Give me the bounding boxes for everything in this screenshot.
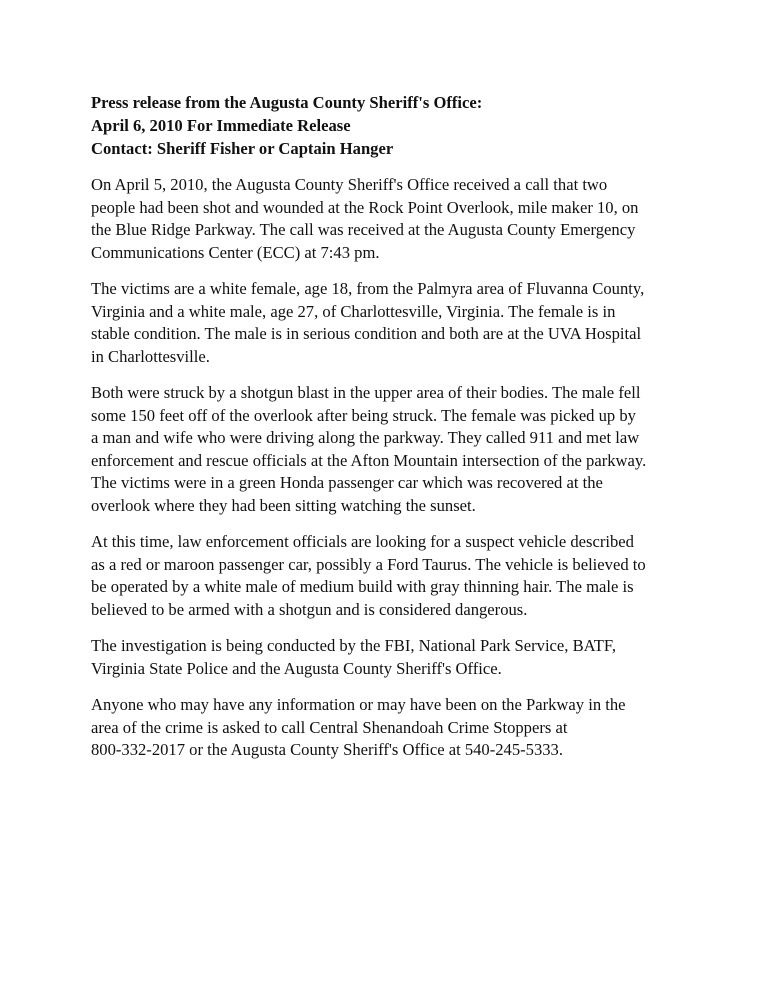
header-title: Press release from the Augusta County Sheriff's Office: xyxy=(91,93,483,112)
text-line: as a red or maroon passenger car, possibly a Ford Taurus. The vehicle is believed to xyxy=(91,554,646,574)
paragraph-details xyxy=(91,382,691,517)
header-contact: Contact: Sheriff Fisher or Captain Hanger xyxy=(91,139,394,158)
text-line: Virginia and a white male, age 27, of Charlottesville, Virginia. The female is in xyxy=(91,301,616,321)
paragraph-incident xyxy=(91,174,691,264)
text-line: Both were struck by a shotgun blast in the upper area of their bodies. The male fell xyxy=(91,383,641,402)
paragraph-contact-info xyxy=(91,694,691,762)
text-line: area of the crime is asked to call Central Shenandoah Crime Stoppers at xyxy=(91,717,568,737)
text-line: At this time, law enforcement officials are looking for a suspect vehicle described xyxy=(91,532,634,551)
paragraph-investigation xyxy=(91,635,691,680)
header-date: April 6, 2010 For Immediate Release xyxy=(91,116,351,135)
text-line: stable condition. The male is in serious condition and both are at the UVA Hospital xyxy=(91,324,642,343)
text-line: enforcement and rescue officials at the Afton Mountain intersection of the parkway. xyxy=(91,450,647,470)
paragraph-suspect xyxy=(91,531,691,621)
press-release-page xyxy=(91,91,691,776)
text-line: The victims were in a green Honda passenger car which was recovered at the xyxy=(91,473,603,492)
text-line: a man and wife who were driving along the parkway. They called 911 and met law xyxy=(91,428,640,447)
text-line: Communications Center (ECC) at 7:43 pm. xyxy=(91,242,380,262)
text-line: The victims are a white female, age 18, from the Palmyra area of Fluvanna County, xyxy=(91,279,645,298)
text-line: be operated by a white male of medium build with gray thinning hair. The male is xyxy=(91,577,634,596)
text-line: some 150 feet off of the overlook after being struck. The female was picked up by xyxy=(91,405,636,425)
text-line: people had been shot and wounded at the Rock Point Overlook, mile maker 10, on xyxy=(91,197,639,217)
text-line: The investigation is being conducted by the FBI, National Park Service, BATF, xyxy=(91,636,616,655)
press-release-header xyxy=(91,91,691,160)
text-line: believed to be armed with a shotgun and is considered dangerous. xyxy=(91,599,528,619)
text-line: On April 5, 2010, the Augusta County Sheriff's Office received a call that two xyxy=(91,175,608,194)
text-line: the Blue Ridge Parkway. The call was received at the Augusta County Emergency xyxy=(91,220,636,239)
paragraph-victims xyxy=(91,278,691,368)
text-line: Anyone who may have any information or may have been on the Parkway in the xyxy=(91,695,626,714)
text-line: Virginia State Police and the Augusta County Sheriff's Office. xyxy=(91,658,502,678)
text-line: 800-332-2017 or the Augusta County Sheriff's Office at 540-245-5333. xyxy=(91,740,564,759)
text-line: overlook where they had been sitting watching the sunset. xyxy=(91,495,476,515)
text-line: in Charlottesville. xyxy=(91,346,210,366)
